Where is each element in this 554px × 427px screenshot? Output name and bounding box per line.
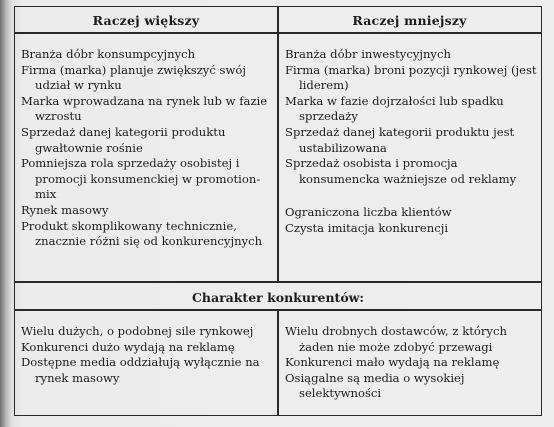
column-divider-bottom	[277, 309, 279, 415]
list-item: Wielu dużych, o podobnej sile rynkowej	[21, 324, 254, 338]
competitors-right-list	[285, 324, 537, 402]
list-item: Sprzedaż osobista i promocja konsumencka ważniejsze od reklamy	[285, 156, 517, 186]
list-item: Rynek masowy	[21, 202, 109, 217]
list-item: Marka wprowadzana na rynek lub w fazie wzrostu	[21, 93, 268, 124]
list-item: Marka w fazie dojrzałości lub spadku sprzedaży	[285, 93, 504, 124]
list-item: Pomniejsza rola sprzedaży osobistej i promocji konsumenckiej w promotion-mix	[21, 156, 261, 202]
comparison-table	[14, 6, 542, 416]
list-item: Czysta imitacja konkurencji	[285, 220, 449, 235]
list-item: Osiągalne są media o wysokiej selektywności	[285, 370, 465, 401]
list-item: Produkt skomplikowany technicznie, znacznie różni się od konkurencyjnych	[21, 218, 263, 249]
list-item: Wielu drobnych dostawców, z których żaden nie może zdobyć przewagi	[285, 324, 507, 354]
right-list	[285, 47, 537, 237]
left-list	[21, 47, 273, 250]
column-divider-top	[277, 7, 279, 282]
list-item: Firma (marka) broni pozycji rynkowej (jest liderem)	[285, 62, 537, 93]
list-item: Sprzedaż danej kategorii produktu gwałtownie rośnie	[21, 124, 226, 155]
list-item: Konkurenci dużo wydają na reklamę	[21, 339, 235, 354]
list-item: Dostępne media oddziałują wyłącznie na rynek masowy	[21, 355, 260, 385]
competitors-title: Charakter konkurentów:	[191, 290, 365, 305]
header-right: Raczej mniejszy	[352, 12, 467, 28]
list-item: Firma (marka) planuje zwiększyć swój udział w rynku	[21, 62, 246, 93]
competitors-left-list	[21, 324, 273, 386]
header-left: Raczej większy	[92, 12, 200, 28]
list-item: Sprzedaż danej kategorii produktu jest ustabilizowana	[285, 124, 515, 155]
section-divider	[15, 281, 541, 283]
list-item: Konkurenci mało wydają na reklamę	[285, 355, 500, 370]
list-item: Ograniczona liczba klientów	[285, 205, 452, 220]
list-item: Branża dóbr inwestycyjnych	[285, 47, 451, 61]
spacer	[285, 187, 537, 205]
list-item: Branża dóbr konsumpcyjnych	[21, 47, 196, 61]
